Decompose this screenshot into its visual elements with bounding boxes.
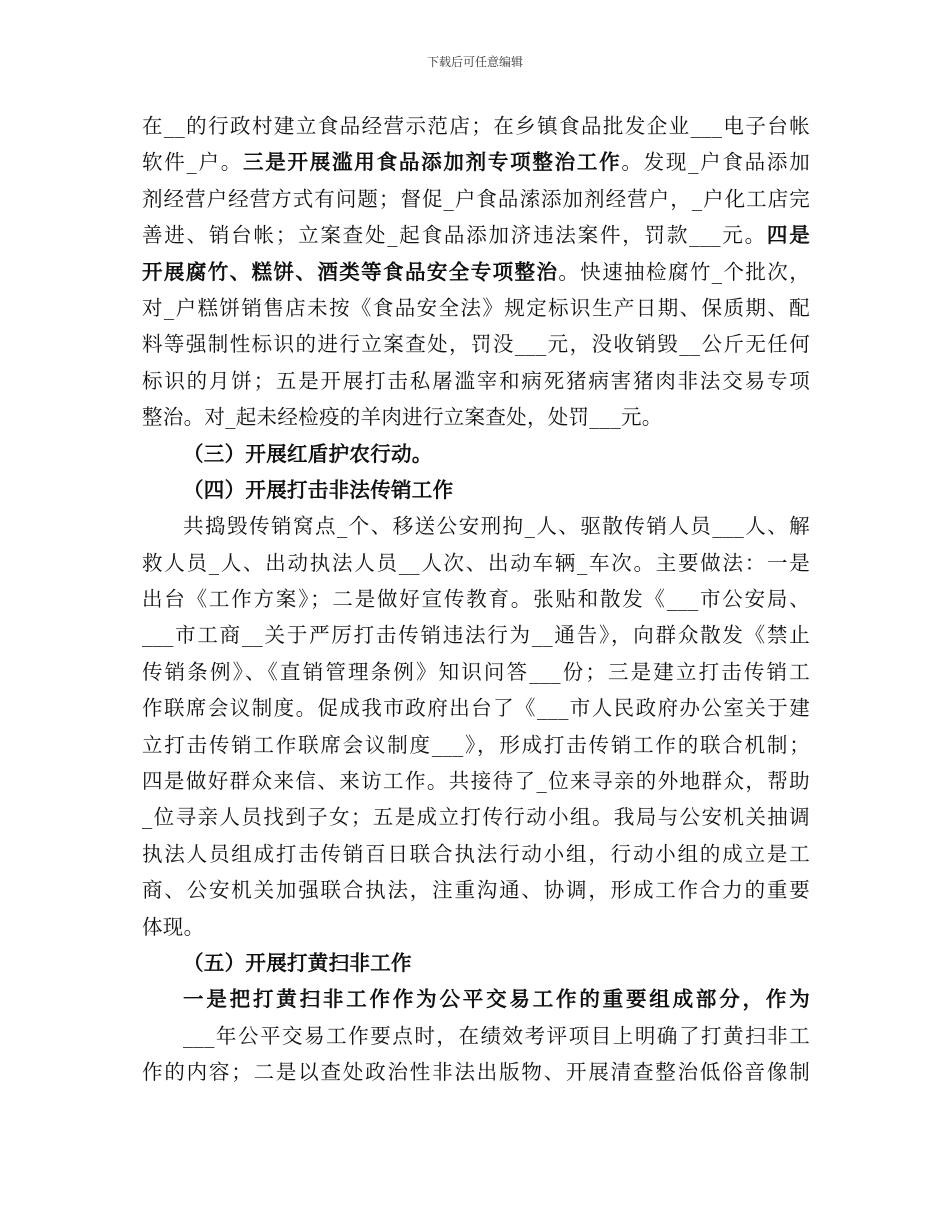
- text-segment: 标识的月饼；五是开展打击私屠滥宰和病死猪病害猪肉非法交易专项: [142, 368, 810, 393]
- text-line: [142, 945, 810, 981]
- bold-text-segment: （五）开展打黄扫非工作: [183, 950, 412, 975]
- text-line: [142, 799, 810, 835]
- bold-text-segment: （四）开展打击非法传销工作: [183, 477, 454, 502]
- bold-text-segment: （三）开展红盾护农行动。: [183, 441, 433, 466]
- text-segment: 剂经营户经营方式有问题；督促_户食品溹添加剂经营户，_户化工店完: [142, 186, 810, 211]
- text-segment: 。快速抽检腐竹_个批次，: [558, 259, 811, 284]
- text-line: [142, 508, 810, 544]
- text-line: [142, 217, 810, 253]
- document-body: [142, 108, 810, 1091]
- text-segment: 作联席会议制度。促成我市政府出台了《___市人民政府办公室关于建: [142, 696, 810, 721]
- text-line: [142, 690, 810, 726]
- text-line: [142, 181, 810, 217]
- page-header: 下载后可任意编辑: [426, 55, 523, 69]
- text-segment: 立打击传销工作联席会议制度___》，形成打击传销工作的联合机制；: [142, 732, 810, 757]
- text-segment: 在__的行政村建立食品经营示范店；在乡镇食品批发企业___电子台帐: [142, 114, 810, 138]
- text-line: [142, 836, 810, 872]
- bold-text-segment: 三是开展滥用食品添加剂专项整治工作: [243, 150, 622, 175]
- text-segment: 料等强制性标识的进行立案查处，罚没___元，没收销毁__公斤无任何: [142, 332, 810, 357]
- bold-text-segment: 开展腐竹、糕饼、酒类等食品安全专项整治: [142, 259, 559, 284]
- bold-text-segment: 一是把打黄扫非工作作为公平交易工作的重要组成部分，作为: [183, 987, 810, 1012]
- text-line: [142, 763, 810, 799]
- text-line: [142, 872, 810, 908]
- text-segment: 四是做好群众来信、来访工作。共接待了_位来寻亲的外地群众，帮助: [142, 769, 810, 794]
- text-line: [142, 1018, 810, 1054]
- text-line: [142, 108, 810, 144]
- text-segment: 体现。: [142, 914, 205, 939]
- text-line: [142, 363, 810, 399]
- text-segment: 执法人员组成打击传销百日联合执法行动小组，行动小组的成立是工: [142, 841, 810, 866]
- text-line: [142, 436, 810, 472]
- text-line: [142, 290, 810, 326]
- text-line: [142, 581, 810, 617]
- text-segment: 善进、销台帐；立案查处_起食品添加济违法案件，罚款___元。: [142, 223, 767, 248]
- text-line: [142, 909, 810, 945]
- text-segment: ___市工商__关于严厉打击传销违法行为__通告》，向群众散发《禁止: [142, 623, 810, 648]
- text-segment: 软件_户。: [142, 150, 244, 175]
- text-segment: 救人员_人、出动执法人员__人次、出动车辆_车次。主要做法：一是: [142, 550, 810, 575]
- text-line: [142, 727, 810, 763]
- text-line: [142, 654, 810, 690]
- text-segment: 对_户糕饼销售店未按《食品安全法》规定标识生产日期、保质期、配: [142, 295, 810, 320]
- text-segment: 出台《工作方案》；二是做好宣传教育。张贴和散发《___市公安局、: [142, 587, 810, 612]
- text-line: [142, 545, 810, 581]
- text-segment: 。发现_户食品添加: [621, 150, 810, 175]
- text-line: [142, 617, 810, 653]
- text-line: [142, 326, 810, 362]
- text-segment: 作的内容；二是以查处政治性非法出版物、开展清查整治低俗音像制: [142, 1060, 810, 1085]
- text-segment: 商、公安机关加强联合执法，注重沟通、协调，形成工作合力的重要: [142, 878, 810, 903]
- text-line: [142, 254, 810, 290]
- text-line: [142, 144, 810, 180]
- text-segment: ___年公平交易工作要点时，在绩效考评项目上明确了打黄扫非工: [183, 1023, 810, 1048]
- text-segment: 整治。对_起未经检疫的羊肉进行立案查处，处罚___元。: [142, 405, 663, 430]
- text-segment: 传销条例》、《直销管理条例》知识问答___份；三是建立打击传销工: [142, 659, 810, 684]
- text-segment: _位寻亲人员找到子女；五是成立打传行动小组。我局与公安机关抽调: [142, 805, 810, 830]
- text-line: [142, 1054, 810, 1090]
- text-line: [142, 981, 810, 1017]
- text-line: [142, 399, 810, 435]
- bold-text-segment: 四是: [766, 223, 811, 248]
- text-line: [142, 472, 810, 508]
- text-segment: 共捣毁传销窝点_个、移送公安刑拘_人、驱散传销人员___人、解: [183, 514, 810, 539]
